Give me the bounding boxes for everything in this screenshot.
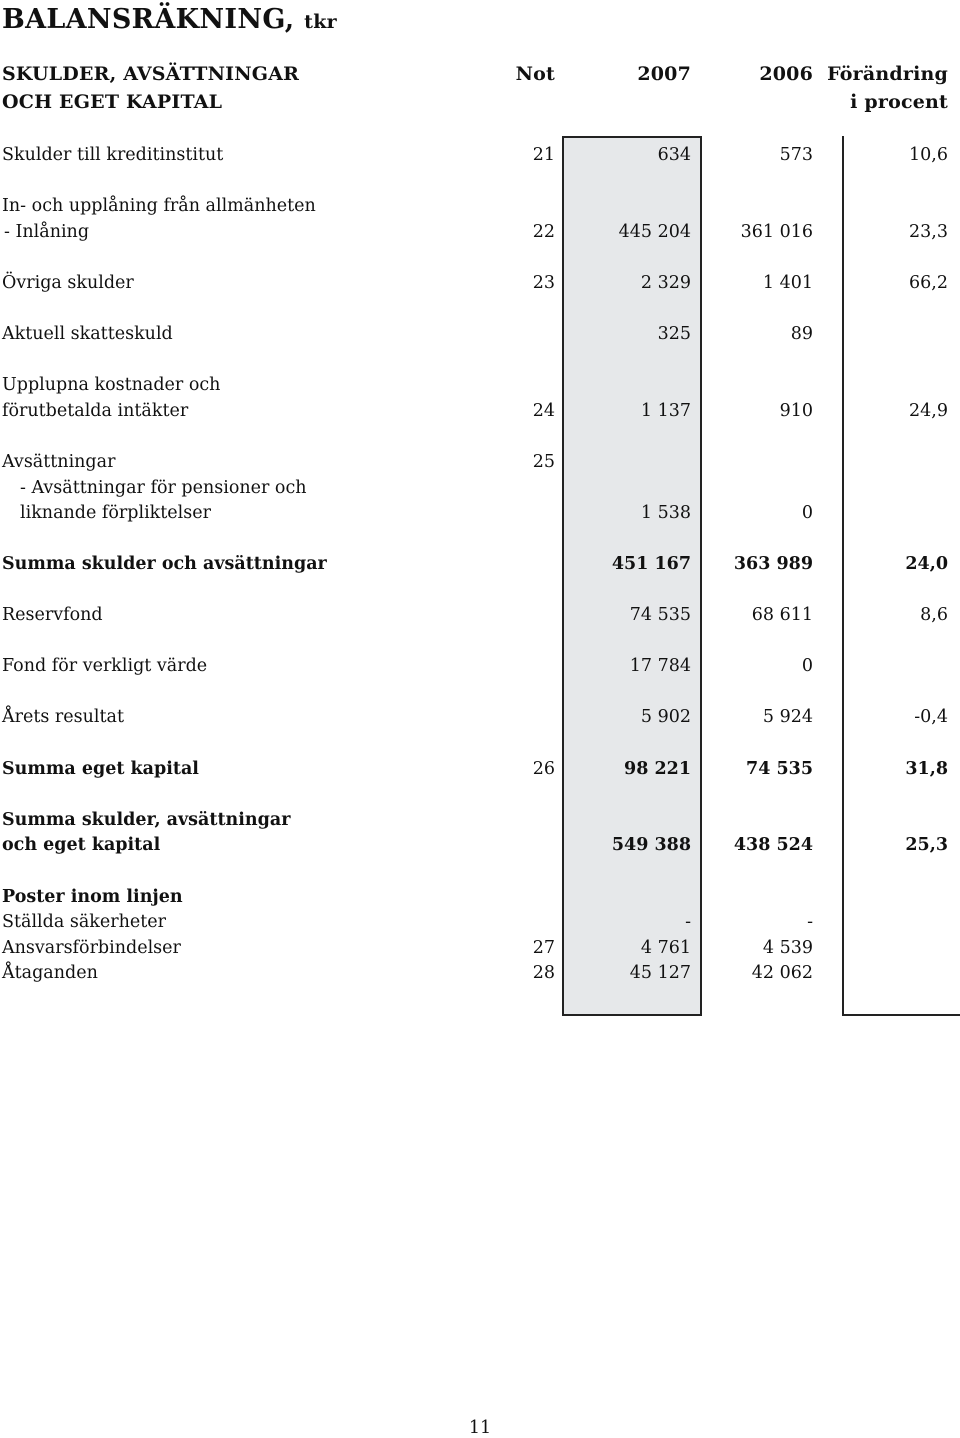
row-value-2007: 451 167	[611, 554, 691, 574]
table-row	[0, 475, 960, 501]
column-header-2006: 2006	[759, 63, 813, 85]
row-note: 24	[532, 401, 555, 421]
row-label: och eget kapital	[2, 835, 161, 855]
row-change-pct: 24,9	[909, 401, 948, 421]
row-label: Summa eget kapital	[2, 759, 199, 779]
title-main: BALANSRÄKNING,	[2, 4, 295, 35]
section-heading-line1: SKULDER, AVSÄTTNINGAR	[2, 63, 300, 85]
table-row	[0, 321, 960, 347]
row-change-pct: 24,0	[905, 554, 948, 574]
table-row	[0, 270, 960, 296]
row-value-2007: 1 538	[640, 503, 691, 523]
row-value-2006: 1 401	[762, 273, 813, 293]
table-row	[0, 219, 960, 245]
column-header-note: Not	[515, 63, 555, 85]
row-label: Aktuell skatteskuld	[2, 324, 173, 344]
table-row	[0, 142, 960, 168]
row-label: Åtaganden	[2, 963, 98, 983]
table-row	[0, 653, 960, 679]
row-value-2007: 4 761	[640, 938, 691, 958]
table-row	[0, 398, 960, 424]
row-value-2006: 363 989	[733, 554, 813, 574]
row-value-2006: 361 016	[740, 222, 813, 242]
row-value-2007: 634	[657, 145, 691, 165]
table-row	[0, 500, 960, 526]
row-note: 23	[532, 273, 555, 293]
section-subheading	[0, 884, 960, 910]
table-row-total	[0, 756, 960, 782]
row-label: Övriga skulder	[2, 273, 134, 293]
row-value-2007: 1 137	[640, 401, 691, 421]
column-header-change-unit: i procent	[850, 91, 948, 113]
row-label: Summa skulder, avsättningar	[2, 810, 291, 830]
row-value-2007: 74 535	[629, 605, 691, 625]
page-number: 11	[468, 1418, 492, 1438]
column-header-2007: 2007	[637, 63, 691, 85]
row-value-2006: 0	[801, 503, 813, 523]
row-label: liknande förpliktelser	[20, 503, 211, 523]
row-change-pct: -0,4	[914, 707, 948, 727]
row-change-pct: 66,2	[909, 273, 948, 293]
row-value-2007: 45 127	[629, 963, 691, 983]
row-note: 26	[532, 759, 555, 779]
row-value-2006: 573	[779, 145, 813, 165]
table-row-total	[0, 551, 960, 577]
page-title	[2, 4, 337, 35]
row-value-2006: 5 924	[762, 707, 813, 727]
row-value-2006: 68 611	[751, 605, 813, 625]
table-row-total	[0, 832, 960, 858]
row-value-2006: 42 062	[751, 963, 813, 983]
table-row	[0, 704, 960, 730]
row-note: 25	[532, 452, 555, 472]
table-row-total	[0, 807, 960, 833]
row-value-2007: 325	[657, 324, 691, 344]
row-value-2006: 910	[779, 401, 813, 421]
row-label: Avsättningar	[2, 452, 116, 472]
row-label: Fond för verkligt värde	[2, 656, 208, 676]
row-change-pct: 10,6	[909, 145, 948, 165]
row-value-2007: 5 902	[640, 707, 691, 727]
table-row	[0, 935, 960, 961]
row-change-pct: 31,8	[905, 759, 948, 779]
row-value-2007: 98 221	[624, 759, 691, 779]
row-label: - Inlåning	[4, 222, 90, 242]
row-value-2007: 549 388	[611, 835, 691, 855]
row-change-pct: 25,3	[905, 835, 948, 855]
row-value-2007: 445 204	[618, 222, 691, 242]
row-label: Summa skulder och avsättningar	[2, 554, 327, 574]
section-heading-line2: OCH EGET KAPITAL	[2, 91, 223, 113]
table-row	[0, 193, 960, 219]
row-value-2006: 74 535	[746, 759, 813, 779]
row-value-2006: -	[807, 912, 813, 932]
row-label: Upplupna kostnader och	[2, 375, 221, 395]
row-note: 27	[532, 938, 555, 958]
row-change-pct: 23,3	[909, 222, 948, 242]
table-row	[0, 372, 960, 398]
title-unit: tkr	[304, 11, 337, 33]
row-label: Ansvarsförbindelser	[2, 938, 181, 958]
row-label: Årets resultat	[2, 707, 125, 727]
row-label: Skulder till kreditinstitut	[2, 145, 224, 165]
row-note: 28	[532, 963, 555, 983]
column-header-change: Förändring	[827, 63, 948, 85]
row-value-2006: 0	[801, 656, 813, 676]
row-value-2006: 438 524	[733, 835, 813, 855]
row-value-2007: -	[685, 912, 691, 932]
row-value-2006: 89	[790, 324, 813, 344]
table-row	[0, 960, 960, 986]
table-row	[0, 449, 960, 475]
row-value-2007: 17 784	[629, 656, 691, 676]
row-note: 21	[532, 145, 555, 165]
row-label: Reservfond	[2, 605, 103, 625]
row-label: In- och upplåning från allmänheten	[2, 196, 316, 216]
row-label: Ställda säkerheter	[2, 912, 166, 932]
row-value-2007: 2 329	[640, 273, 691, 293]
table-row	[0, 602, 960, 628]
row-label: förutbetalda intäkter	[2, 401, 189, 421]
row-value-2006: 4 539	[762, 938, 813, 958]
row-label: - Avsättningar för pensioner och	[20, 478, 307, 498]
row-note: 22	[532, 222, 555, 242]
row-label: Poster inom linjen	[2, 887, 183, 907]
table-row	[0, 909, 960, 935]
row-change-pct: 8,6	[920, 605, 948, 625]
